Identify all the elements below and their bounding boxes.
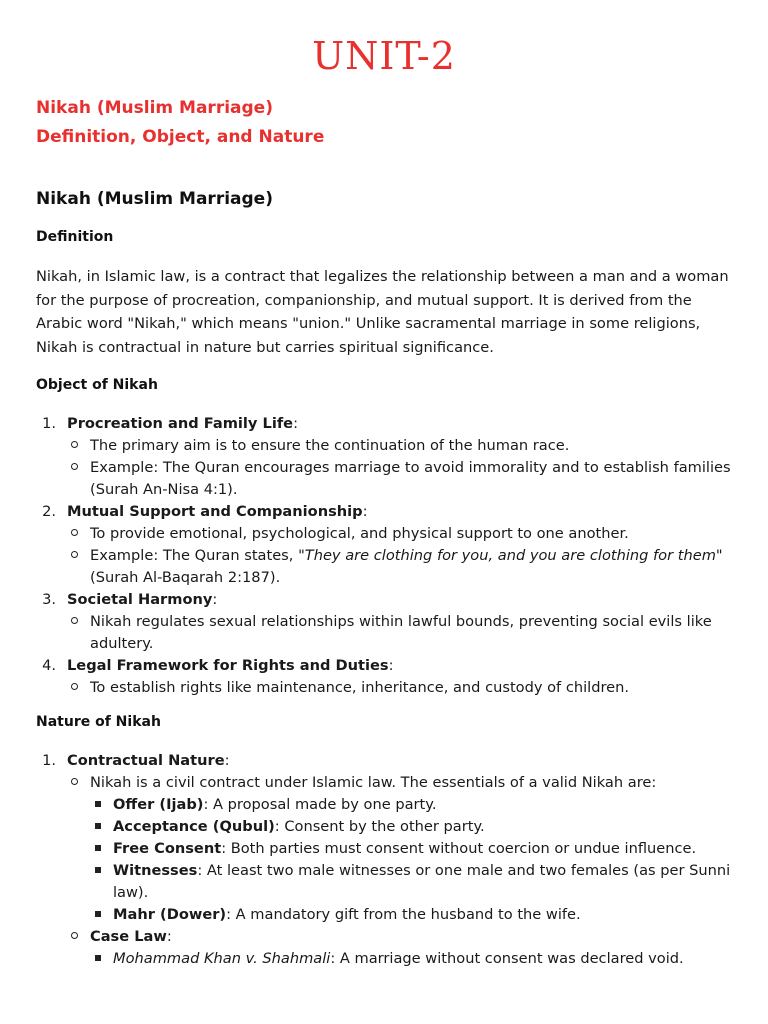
subtitle-scope: Definition, Object, and Nature	[36, 127, 325, 147]
square-bullet-icon	[95, 801, 101, 807]
nature-item-title: Contractual Nature:	[67, 752, 230, 769]
circle-bullet-icon	[71, 683, 78, 690]
circle-bullet-icon	[71, 551, 78, 558]
essential-item: Witnesses: At least two male witnesses or one male and two females (as per Sunni	[113, 862, 731, 879]
list-item-continuation: (Surah An-Nisa 4:1).	[90, 481, 238, 498]
list-number: 1.	[42, 752, 56, 769]
list-item: Nikah is a civil contract under Islamic law. The essentials of a valid Nikah are:	[90, 774, 657, 791]
circle-bullet-icon	[71, 463, 78, 470]
square-bullet-icon	[95, 823, 101, 829]
list-item: To provide emotional, psychological, and physical support to one another.	[90, 525, 629, 542]
essential-item-continuation: law).	[113, 884, 149, 901]
subtitle-topic: Nikah (Muslim Marriage)	[36, 98, 273, 118]
essential-item: Acceptance (Qubul): Consent by the other party.	[113, 818, 485, 835]
circle-bullet-icon	[71, 617, 78, 624]
object-item-title: Legal Framework for Rights and Duties:	[67, 657, 394, 674]
essential-item: Free Consent: Both parties must consent without coercion or undue influence.	[113, 840, 697, 857]
list-item: The primary aim is to ensure the continuation of the human race.	[90, 437, 570, 454]
list-item-continuation: (Surah Al-Baqarah 2:187).	[90, 569, 281, 586]
object-item-title: Procreation and Family Life:	[67, 415, 298, 432]
circle-bullet-icon	[71, 441, 78, 448]
object-item-title: Societal Harmony:	[67, 591, 218, 608]
nature-heading: Nature of Nikah	[36, 714, 161, 730]
object-item-title: Mutual Support and Companionship:	[67, 503, 368, 520]
list-item: Nikah regulates sexual relationships within lawful bounds, preventing social evils like	[90, 613, 712, 630]
list-item: Example: The Quran encourages marriage to avoid immorality and to establish families	[90, 459, 731, 476]
list-item: Example: The Quran states, "They are clothing for you, and you are clothing for them"	[90, 547, 723, 564]
square-bullet-icon	[95, 911, 101, 917]
list-number: 2.	[42, 503, 56, 520]
essential-item: Mahr (Dower): A mandatory gift from the husband to the wife.	[113, 906, 581, 923]
list-item: To establish rights like maintenance, inheritance, and custody of children.	[90, 679, 630, 696]
case-law-item: Mohammad Khan v. Shahmali: A marriage without consent was declared void.	[113, 950, 684, 967]
object-heading: Object of Nikah	[36, 377, 158, 393]
unit-title: UNIT-2	[312, 34, 456, 78]
list-number: 4.	[42, 657, 56, 674]
case-law-title: Case Law:	[90, 928, 172, 945]
section-title: Nikah (Muslim Marriage)	[36, 189, 273, 209]
list-item-continuation: adultery.	[90, 635, 154, 652]
circle-bullet-icon	[71, 778, 78, 785]
definition-paragraph: Nikah, in Islamic law, is a contract that legalizes the relationship between a man and a woman for the purpose of procreation, companionship, and mutual support. It is derived from the Arabic word "Nikah," which means "union." Unlike sacramental marriage in some religions, Nikah is contractual in nature but carries spiritual significance.	[36, 268, 729, 356]
square-bullet-icon	[95, 867, 101, 873]
circle-bullet-icon	[71, 932, 78, 939]
definition-heading: Definition	[36, 229, 114, 245]
square-bullet-icon	[95, 845, 101, 851]
essential-item: Offer (Ijab): A proposal made by one party.	[113, 796, 437, 813]
list-number: 3.	[42, 591, 56, 608]
circle-bullet-icon	[71, 529, 78, 536]
square-bullet-icon	[95, 955, 101, 961]
list-number: 1.	[42, 415, 56, 432]
